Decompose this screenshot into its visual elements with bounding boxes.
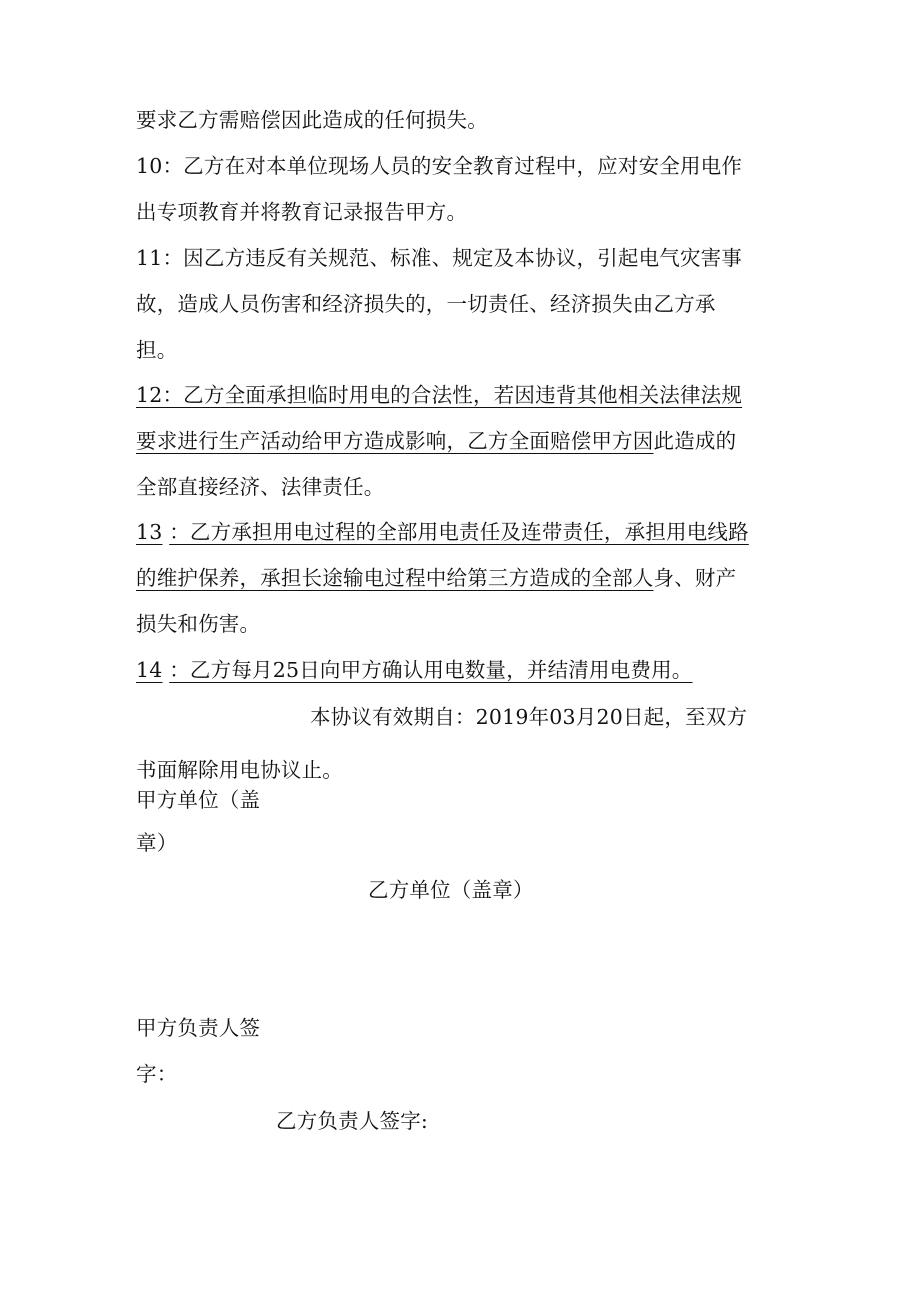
- clause-12-line-1: 12：乙方全面承担临时用电的合法性，若因违背其他相关法律法规: [136, 383, 743, 407]
- clause-10-line-2: 出专项教育并将教育记录报告甲方。: [136, 200, 468, 224]
- validity-line-1: 本协议有效期自：2019年03月20日起，至双方: [310, 705, 748, 729]
- clause-11-line-2: 故，造成人员伤害和经济损失的，一切责任、经济损失由乙方承: [136, 292, 716, 316]
- clause-12-line-2-plain: 此造成的: [653, 429, 737, 453]
- party-a-unit-label-1: 甲方单位（盖: [136, 788, 261, 812]
- clause-13-line-2-underlined: 的维护保养，承担长途输电过程中给第三方造成的全部人: [136, 566, 654, 590]
- clause-13-number: 13: [136, 520, 163, 544]
- clause-13-line-2: [136, 564, 736, 592]
- clause-9-tail: 要求乙方需赔偿因此造成的任何损失。: [136, 108, 488, 132]
- clause-11-line-3: 担。: [136, 338, 178, 362]
- clause-13-line-1: [136, 518, 749, 546]
- clause-13-line-2-plain: 身、财产: [653, 566, 737, 590]
- party-b-signer-label: 乙方负责人签字:: [276, 1109, 429, 1133]
- validity-line-2: 书面解除用电协议止。: [136, 758, 343, 782]
- clause-14-text: ：乙方每月25日向甲方确认用电数量，并结清用电费用。: [169, 658, 693, 682]
- clause-13-line-3: 损失和伤害。: [136, 612, 261, 636]
- party-a-unit-label-2: 章）: [136, 831, 178, 855]
- clause-12-line-2: [136, 427, 736, 455]
- clause-11-line-1: 11：因乙方违反有关规范、标准、规定及本协议，引起电气灾害事: [136, 246, 743, 270]
- clause-12-line-2-underlined: 要求进行生产活动给甲方造成影响，乙方全面赔偿甲方因: [136, 429, 654, 453]
- party-a-signer-label-2: 字：: [136, 1062, 178, 1086]
- party-a-signer-label-1: 甲方负责人签: [136, 1016, 261, 1040]
- party-b-unit-label: 乙方单位（盖章）: [368, 878, 534, 902]
- clause-14-line: [136, 656, 693, 684]
- clause-12-line-3: 全部直接经济、法律责任。: [136, 475, 385, 499]
- clause-13-text: ：乙方承担用电过程的全部用电责任及连带责任，承担用电线路: [169, 520, 749, 544]
- clause-14-number: 14: [136, 658, 163, 682]
- clause-10-line-1: 10：乙方在对本单位现场人员的安全教育过程中，应对安全用电作: [136, 154, 743, 178]
